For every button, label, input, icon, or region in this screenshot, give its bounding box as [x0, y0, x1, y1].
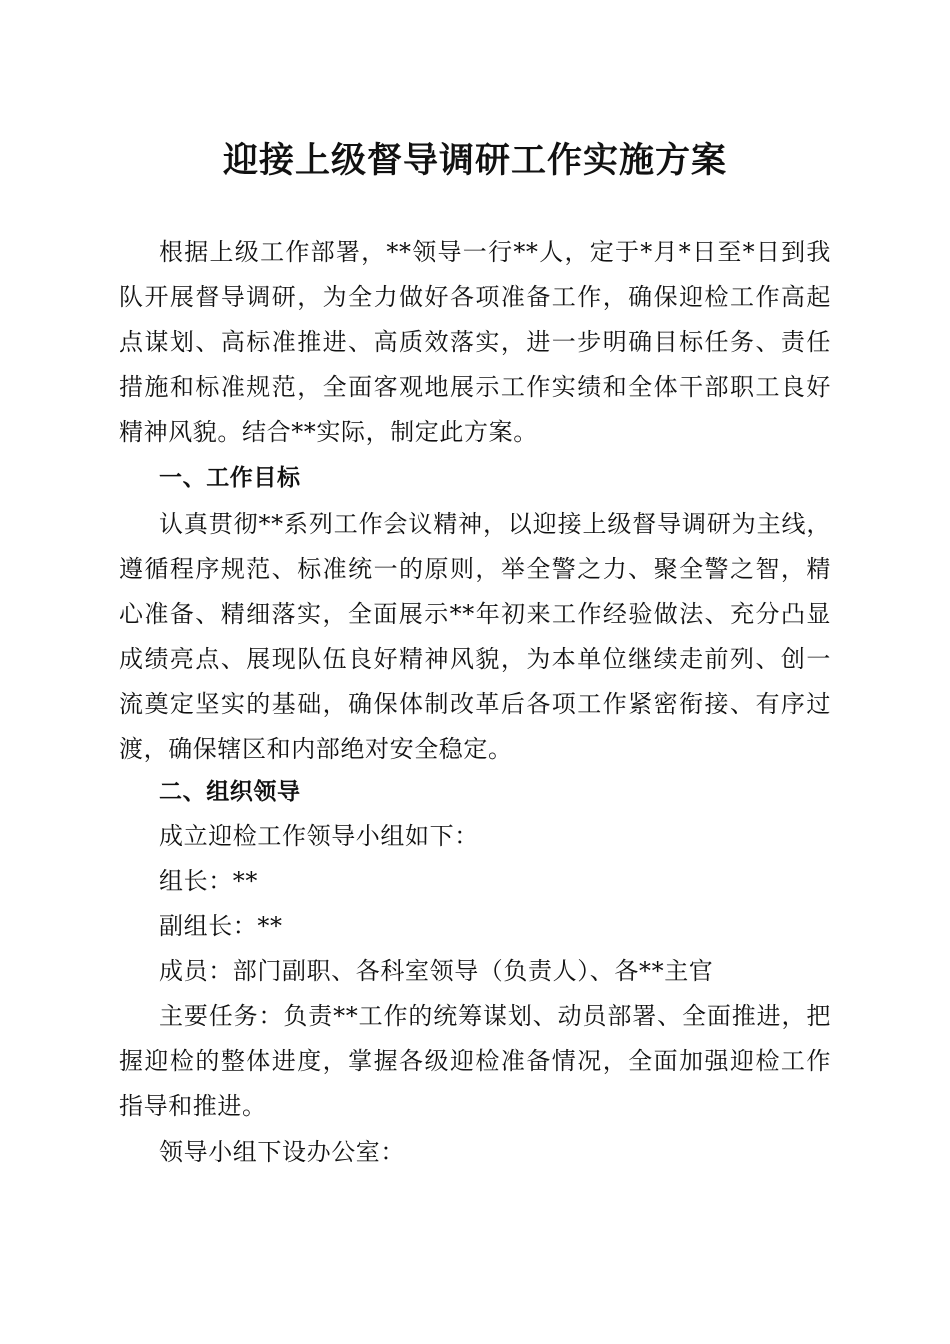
group-leader-line: 组长：**: [159, 867, 258, 895]
section-heading-leadership: 二、组织领导: [159, 779, 301, 805]
members-line: 成员：部门副职、各科室领导（负责人）、各**主官: [159, 957, 714, 985]
goals-paragraph: 认真贯彻**系列工作会议精神，以迎接上级督导调研为主线，遵循程序规范、标准统一的原则，举全警之力、聚全警之智，精心准备、精细落实，全面展示**年初来工作经验做法、充分凸显成绩亮点、展现队伍良好精神风貌，为本单位继续走前列、创一流奠定坚实的基础，确保体制改革后各项工作紧密衔接、有序过渡，确保辖区和内部绝对安全稳定。: [119, 510, 831, 763]
leadership-setup-line: 成立迎检工作领导小组如下：: [159, 822, 479, 850]
deputy-leader-line: 副组长：**: [159, 912, 283, 940]
section-heading-goals: 一、工作目标: [159, 465, 301, 491]
intro-paragraph: 根据上级工作部署，**领导一行**人，定于*月*日至*日到我队开展督导调研，为全力做好各项准备工作，确保迎检工作高起点谋划、高标准推进、高质效落实，进一步明确目标任务、责任措施和标准规范，全面客观地展示工作实绩和全体干部职工良好精神风貌。结合**实际，制定此方案。: [119, 238, 831, 446]
office-line: 领导小组下设办公室：: [159, 1138, 405, 1166]
main-tasks-paragraph: 主要任务：负责**工作的统筹谋划、动员部署、全面推进，把握迎检的整体进度，掌握各级迎检准备情况，全面加强迎检工作指导和推进。: [119, 1002, 831, 1120]
document-title: 迎接上级督导调研工作实施方案: [222, 140, 727, 181]
